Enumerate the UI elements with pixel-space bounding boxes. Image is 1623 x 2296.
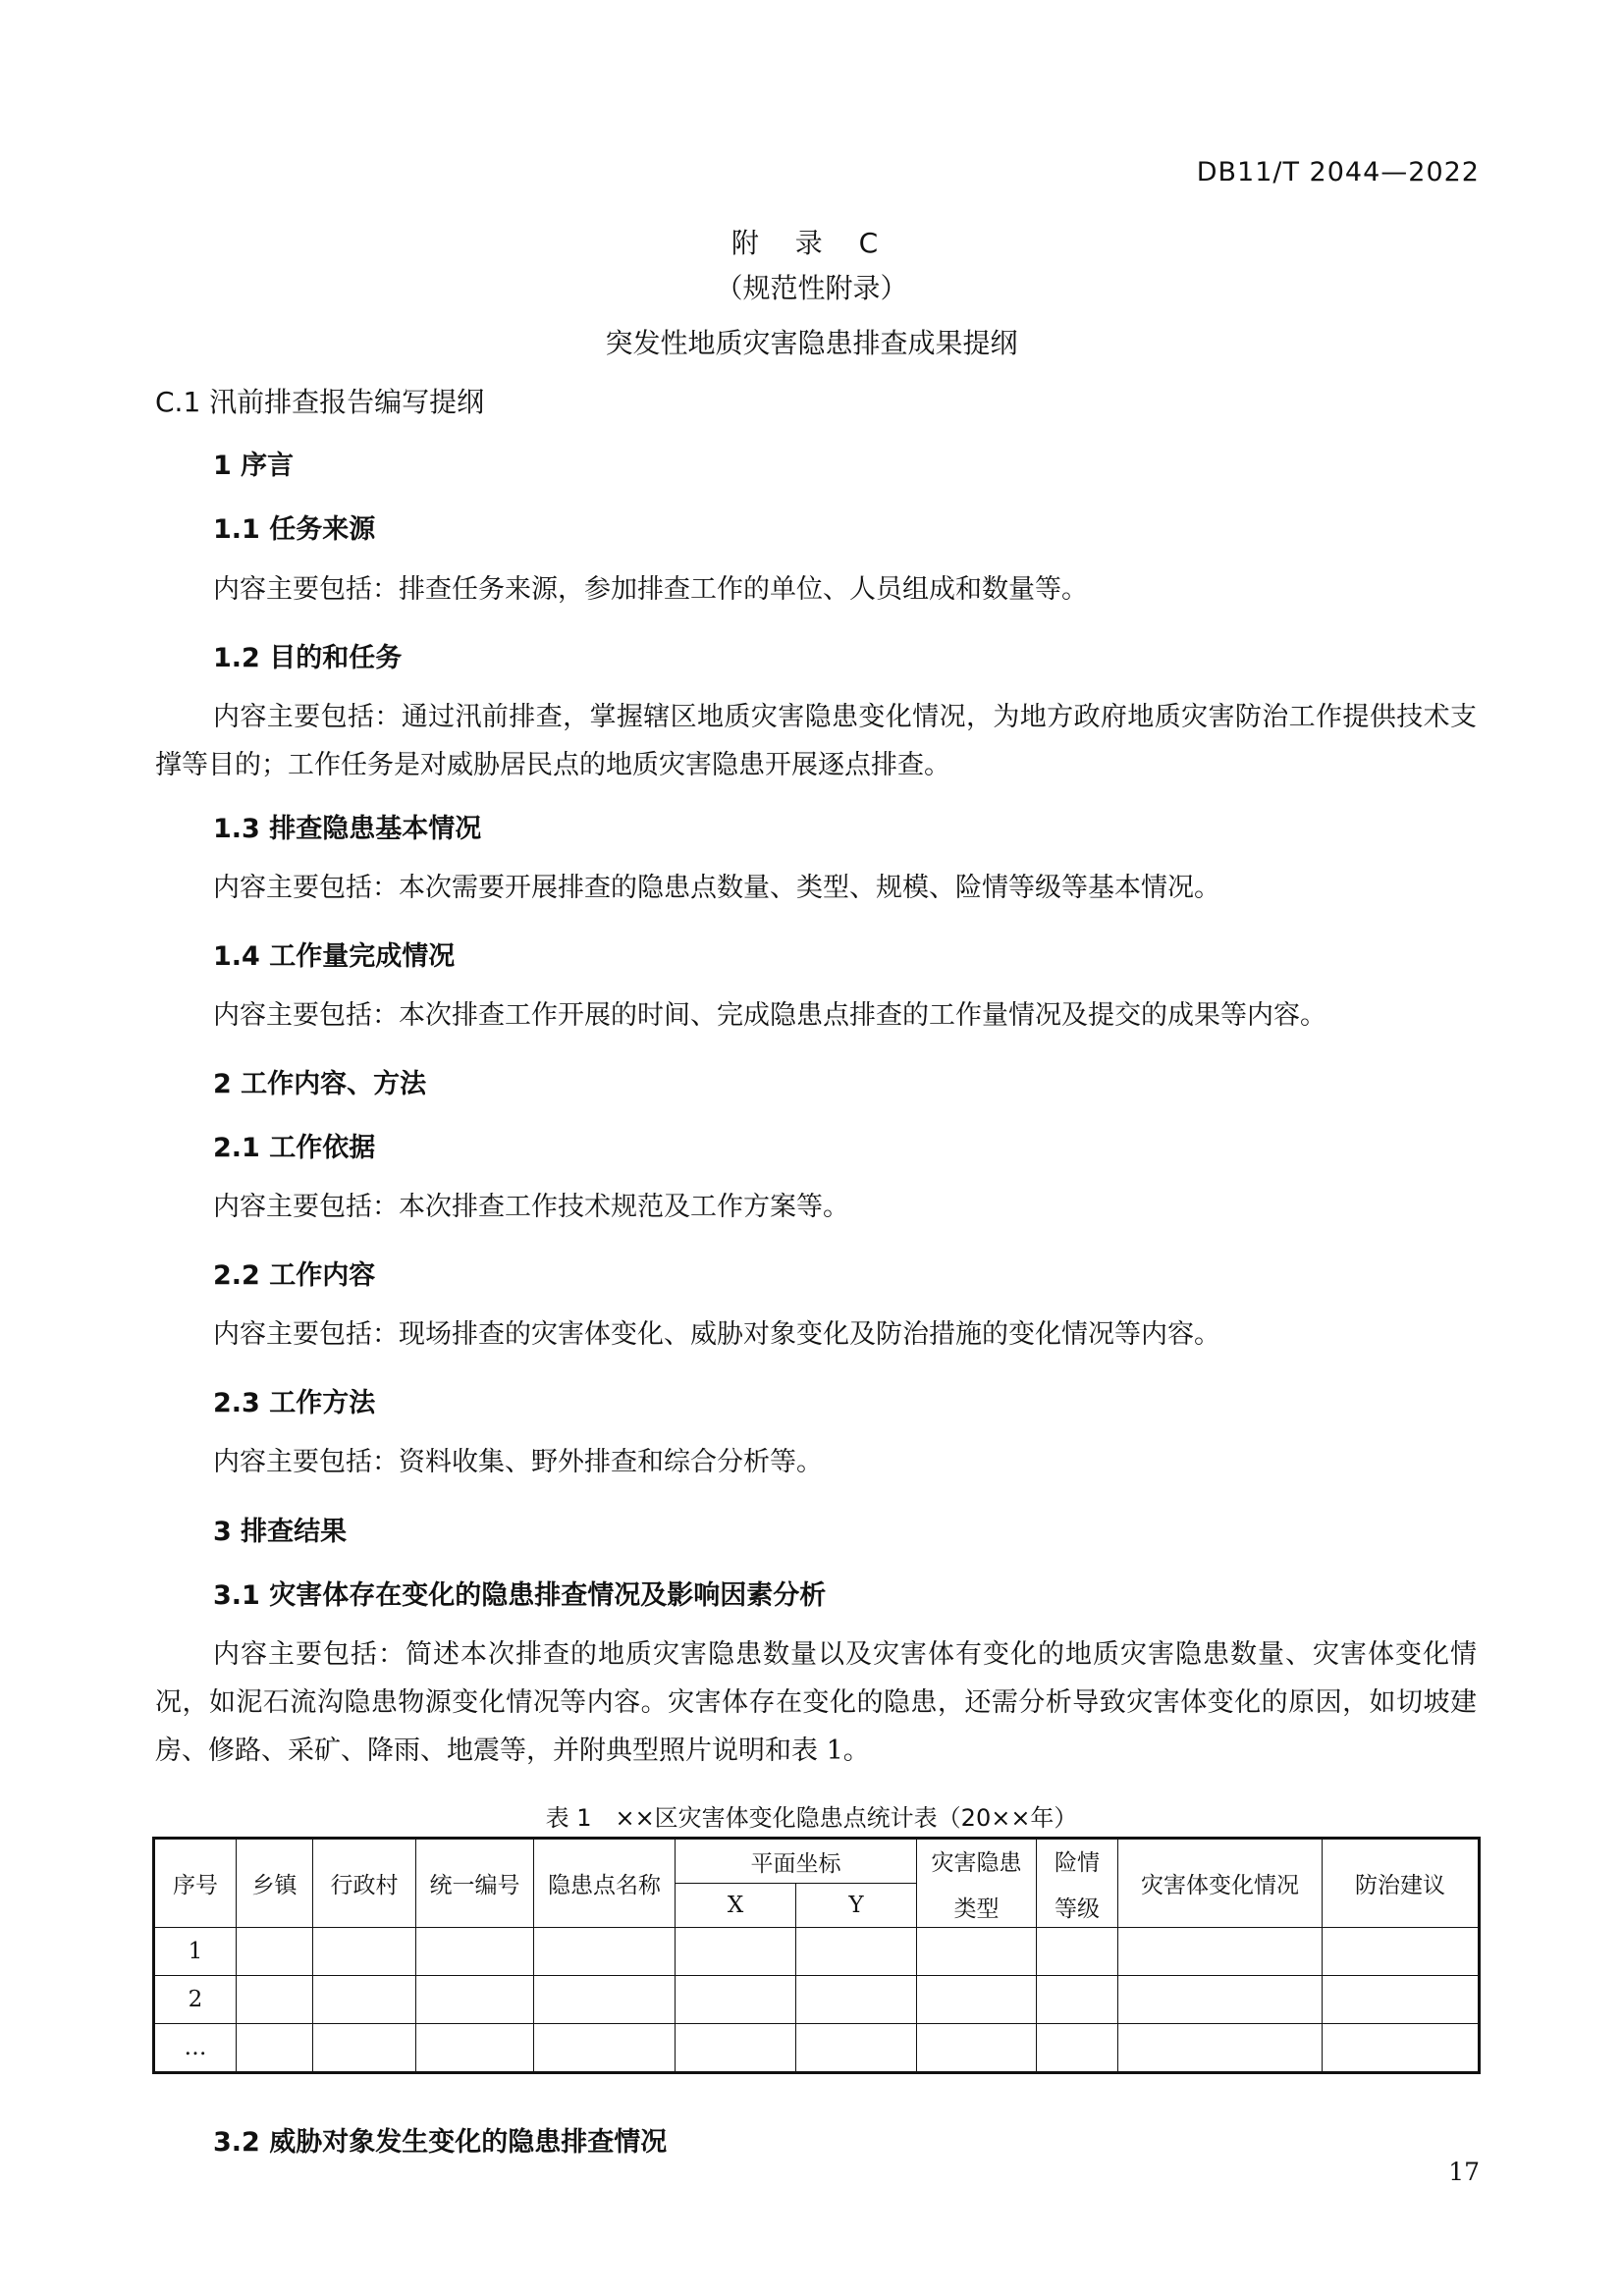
paragraph-1-1: 内容主要包括：排查任务来源，参加排查工作的单位、人员组成和数量等。 [213, 574, 1088, 605]
col-header-town: 乡镇 [237, 1839, 313, 1928]
paragraph-1-2: 内容主要包括：通过汛前排查，掌握辖区地质灾害隐患变化情况，为地方政府地质灾害防治工作提供技术支撑等目的；工作任务是对威胁居民点的地质灾害隐患开展逐点排查。 [155, 702, 1477, 780]
row-seq: … [154, 2024, 237, 2073]
heading-1: 1 序言 [213, 451, 295, 481]
col-header-village: 行政村 [313, 1839, 416, 1928]
paragraph-2-3: 内容主要包括：资料收集、野外排查和综合分析等。 [213, 1447, 823, 1477]
page-number: 17 [1448, 2158, 1480, 2186]
heading-3-1: 3.1 灾害体存在变化的隐患排查情况及影响因素分析 [213, 1580, 827, 1611]
table-row [154, 1928, 1480, 1976]
appendix-subtitle: （规范性附录） [715, 272, 908, 304]
heading-2-2: 2.2 工作内容 [213, 1260, 376, 1291]
heading-1-1: 1.1 任务来源 [213, 514, 376, 545]
heading-1-3: 1.3 排查隐患基本情况 [213, 814, 482, 844]
col-header-change: 灾害体变化情况 [1118, 1839, 1323, 1928]
heading-2-3: 2.3 工作方法 [213, 1388, 376, 1418]
standard-number: DB11/T 2044—2022 [1196, 157, 1480, 187]
col-header-risk-level [1037, 1839, 1118, 1928]
paragraph-3-1: 内容主要包括：简述本次排查的地质灾害隐患数量以及灾害体有变化的地质灾害隐患数量、灾害体变化情况，如泥石流沟隐患物源变化情况等内容。灾害体存在变化的隐患，还需分析导致灾害体变化的原因，如切坡建房、修路、采矿、降雨、地震等，并附典型照片说明和表 1。 [155, 1639, 1477, 1766]
heading-1-4: 1.4 工作量完成情况 [213, 941, 456, 972]
row-seq: 1 [154, 1928, 237, 1976]
heading-3: 3 排查结果 [213, 1517, 348, 1547]
heading-2-1: 2.1 工作依据 [213, 1133, 376, 1163]
table-row [154, 2024, 1480, 2073]
col-header-x: X [676, 1884, 796, 1928]
row-seq: 2 [154, 1976, 237, 2024]
paragraph-2-1: 内容主要包括：本次排查工作技术规范及工作方案等。 [213, 1192, 849, 1222]
paragraph-1-4: 内容主要包括：本次排查工作开展的时间、完成隐患点排查的工作量情况及提交的成果等内容。 [213, 1000, 1326, 1031]
heading-1-2: 1.2 目的和任务 [213, 643, 403, 673]
risk-level-line2: 等级 [1055, 1896, 1100, 1922]
heading-3-2: 3.2 威胁对象发生变化的隐患排查情况 [213, 2127, 668, 2158]
table-row [154, 1976, 1480, 2024]
paragraph-1-3: 内容主要包括：本次需要开展排查的隐患点数量、类型、规模、险情等级等基本情况。 [213, 873, 1220, 903]
heading-2: 2 工作内容、方法 [213, 1069, 427, 1099]
risk-level-line1: 险情 [1055, 1849, 1100, 1876]
table-caption: 表 1 ××区灾害体变化隐患点统计表（20××年） [545, 1804, 1078, 1832]
document-title: 突发性地质灾害隐患排查成果提纲 [605, 327, 1018, 359]
section-c1-title: C.1 汛前排查报告编写提纲 [155, 386, 485, 418]
hazard-statistics-table [152, 1837, 1481, 2074]
hazard-type-line2: 类型 [953, 1896, 1000, 1922]
col-header-unified-no: 统一编号 [416, 1839, 534, 1928]
col-header-coords: 平面坐标 [676, 1839, 917, 1884]
col-header-advice: 防治建议 [1323, 1839, 1480, 1928]
col-header-hazard-type [917, 1839, 1037, 1928]
col-header-point-name: 隐患点名称 [534, 1839, 676, 1928]
appendix-title: 附 录 C [730, 227, 893, 259]
col-header-seq: 序号 [154, 1839, 237, 1928]
col-header-y: Y [796, 1884, 917, 1928]
paragraph-2-2: 内容主要包括：现场排查的灾害体变化、威胁对象变化及防治措施的变化情况等内容。 [213, 1319, 1220, 1350]
hazard-type-line1: 灾害隐患 [931, 1849, 1022, 1876]
